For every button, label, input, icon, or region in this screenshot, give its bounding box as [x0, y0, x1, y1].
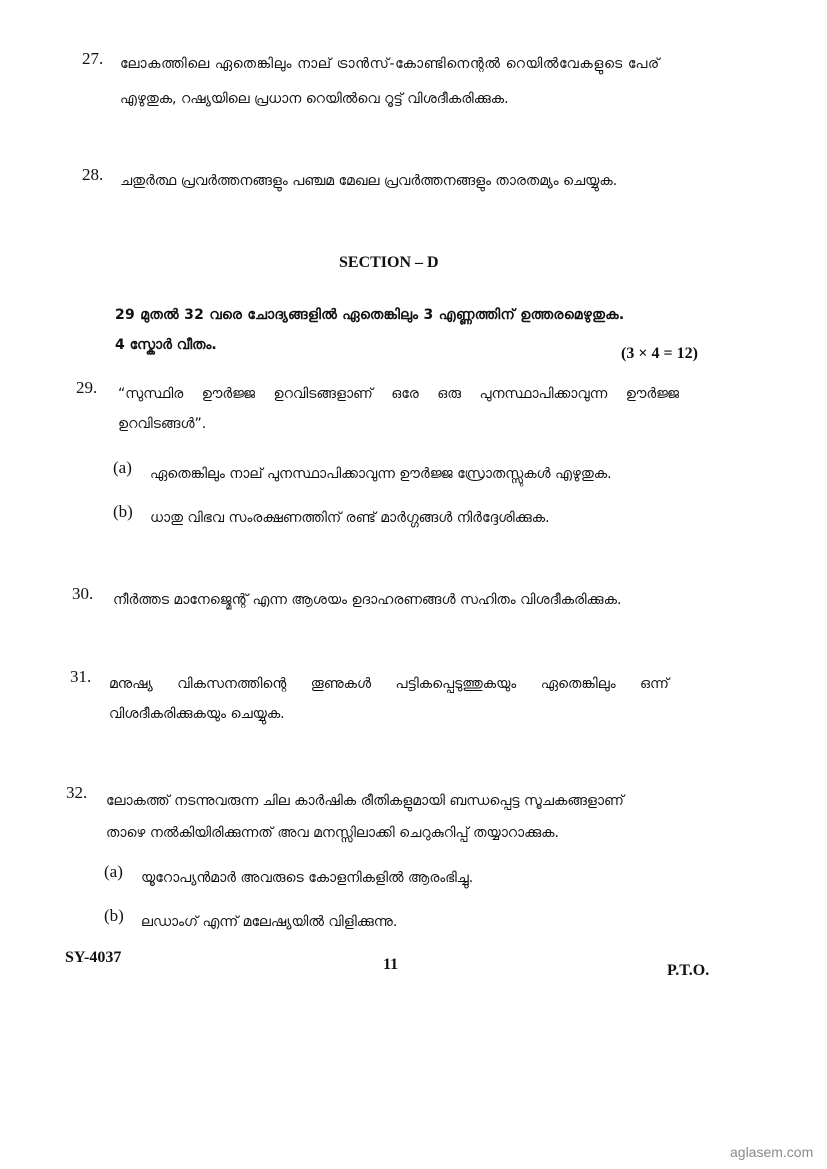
question-text: ഉറവിടങ്ങൾ”.	[118, 416, 207, 432]
subquestion-text: യൂറോപ്യൻമാർ അവരുടെ കോളനികളിൽ ആരംഭിച്ചു.	[141, 870, 474, 886]
question-text: ലോകത്ത് നടന്നുവരുന്ന ചില കാർഷിക രീതികളുമായി ബന്ധപ്പെട്ട സൂചകങ്ങളാണ്	[106, 793, 624, 809]
subquestion-label: (b)	[104, 906, 124, 925]
section-instruction: 29 മുതൽ 32 വരെ ചോദ്യങ്ങളിൽ ഏതെങ്കിലും 3 എണ്ണത്തിന് ഉത്തരമെഴുതുക.	[115, 307, 625, 323]
question-text: വിശദീകരിക്കുകയും ചെയ്യുക.	[109, 706, 285, 722]
question-number: 29.	[76, 378, 98, 397]
pto-label: P.T.O.	[667, 962, 710, 979]
subquestion-text: ഏതെങ്കിലും നാല് പുനസ്ഥാപിക്കാവുന്ന ഊർജ്ജ സ്രോതസ്സുകൾ എഴുതുക.	[150, 466, 612, 482]
section-marks: (3 × 4 = 12)	[621, 345, 698, 362]
page-number: 11	[383, 956, 399, 973]
question-text: നീർത്തട മാനേജ്മെന്റ് എന്ന ആശയം ഉദാഹരണങ്ങൾ സഹിതം വിശദീകരിക്കുക.	[113, 592, 622, 608]
subquestion-label: (a)	[113, 458, 132, 477]
question-text: ലോകത്തിലെ ഏതെങ്കിലും നാല് ട്രാൻസ്-കോണ്ടിനെന്റൽ റെയിൽവേകളുടെ പേര്	[120, 56, 660, 72]
question-number: 31.	[70, 667, 92, 686]
question-text: മനുഷ്യ വികസനത്തിന്റെ തൂണുകൾ പട്ടികപ്പെടുത്തുകയും ഏതെങ്കിലും ഒന്ന്	[109, 676, 669, 692]
subquestion-label: (a)	[104, 862, 123, 881]
section-heading: SECTION – D	[339, 254, 439, 271]
question-number: 28.	[82, 165, 104, 184]
watermark-text: aglasem.com	[730, 1144, 814, 1160]
question-number: 27.	[82, 49, 104, 68]
question-text: “സുസ്ഥിര ഊർജ്ജ ഉറവിടങ്ങളാണ് ഒരേ ഒരു പുനസ്ഥാപിക്കാവുന്ന ഊർജ്ജ	[118, 386, 680, 402]
question-text: ചതുർത്ഥ പ്രവർത്തനങ്ങളും പഞ്ചമ മേഖല പ്രവർത്തനങ്ങളും താരതമ്യം ചെയ്യുക.	[120, 173, 618, 189]
question-text: എഴുതുക, റഷ്യയിലെ പ്രധാന റെയിൽവെ റൂട്ട് വിശദീകരിക്കുക.	[120, 91, 509, 107]
subquestion-text: ലഡാംഗ് എന്ന് മലേഷ്യയിൽ വിളിക്കുന്നു.	[141, 914, 398, 930]
question-text: താഴെ നൽകിയിരിക്കുന്നത് അവ മനസ്സിലാക്കി ചെറുകുറിപ്പ് തയ്യാറാക്കുക.	[106, 825, 559, 841]
paper-code: SY-4037	[65, 949, 122, 966]
subquestion-text: ധാതു വിഭവ സംരക്ഷണത്തിന് രണ്ട് മാർഗ്ഗങ്ങൾ നിർദ്ദേശിക്കുക.	[150, 510, 550, 526]
section-instruction: 4 സ്കോർ വീതം.	[115, 337, 217, 353]
question-number: 30.	[72, 584, 94, 603]
subquestion-label: (b)	[113, 502, 133, 521]
question-number: 32.	[66, 783, 88, 802]
